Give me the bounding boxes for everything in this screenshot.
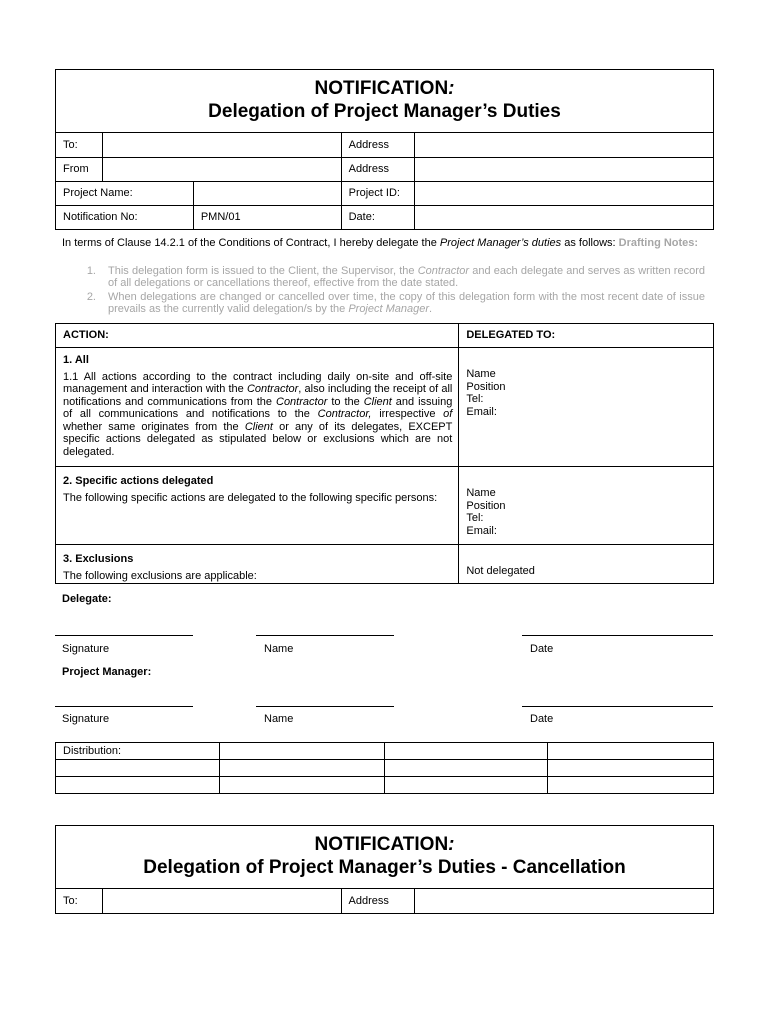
distribution-cell[interactable] bbox=[384, 743, 548, 760]
drafting-note: 1. This delegation form is issued to the Client, the Supervisor, the Contractor and each delegate and serves as written record of all delegations or cancellations thereof, effective from the date stated. bbox=[86, 265, 705, 289]
pm-date-line[interactable] bbox=[522, 706, 713, 707]
notification-no-value[interactable]: PMN/01 bbox=[193, 205, 341, 229]
distribution-cell[interactable] bbox=[219, 743, 384, 760]
header-table bbox=[55, 133, 714, 230]
delegate-tel-label: Tel: bbox=[466, 512, 484, 524]
project-name-label: Project Name: bbox=[56, 181, 194, 205]
section-exclusions-row bbox=[56, 545, 714, 584]
to-row bbox=[56, 133, 714, 157]
date-field[interactable] bbox=[414, 205, 713, 229]
notification-title-box bbox=[55, 69, 714, 133]
address-label: Address bbox=[341, 157, 414, 181]
delegate-name-label: Name bbox=[466, 487, 496, 499]
section-all-heading: 1. All bbox=[63, 354, 89, 366]
cancellation-to-label: To: bbox=[56, 889, 103, 913]
distribution-cell[interactable] bbox=[548, 760, 714, 777]
section-specific-text: The following specific actions are delegated to the following specific persons: bbox=[63, 491, 438, 504]
delegated-to-header: DELEGATED TO: bbox=[459, 324, 714, 348]
project-id-label: Project ID: bbox=[341, 181, 414, 205]
pm-name-line[interactable] bbox=[256, 706, 394, 707]
distribution-cell[interactable] bbox=[56, 777, 220, 794]
section-all-row bbox=[56, 348, 714, 467]
distribution-row bbox=[56, 760, 714, 777]
notification-no-label: Notification No: bbox=[56, 205, 194, 229]
delegate-email-label: Email: bbox=[466, 524, 497, 537]
section-exclusions-text: The following exclusions are applicable: bbox=[63, 569, 257, 582]
distribution-table bbox=[55, 742, 714, 794]
action-table bbox=[55, 323, 714, 584]
distribution-cell[interactable] bbox=[548, 743, 714, 760]
distribution-cell[interactable] bbox=[384, 777, 548, 794]
distribution-cell[interactable] bbox=[56, 760, 220, 777]
cancellation-title: NOTIFICATION: bbox=[314, 834, 455, 855]
cancellation-address-label: Address bbox=[341, 889, 414, 913]
from-row bbox=[56, 157, 714, 181]
pm-date-label: Date bbox=[530, 713, 554, 725]
notification-title: NOTIFICATION: bbox=[314, 78, 455, 99]
delegate-name-label: Name bbox=[264, 643, 294, 655]
distribution-cell[interactable] bbox=[384, 760, 548, 777]
delegate-position-label: Position bbox=[466, 380, 506, 393]
project-id-field[interactable] bbox=[414, 181, 713, 205]
delegate-date-line[interactable] bbox=[522, 635, 713, 636]
delegate-signature-label: Signature bbox=[62, 643, 110, 655]
notification-subtitle: Delegation of Project Manager’s Duties bbox=[208, 101, 561, 122]
pm-signature-label: Signature bbox=[62, 713, 110, 725]
cancellation-to-row bbox=[56, 889, 714, 913]
address-label: Address bbox=[341, 133, 414, 157]
delegate-position-label: Position bbox=[466, 499, 506, 512]
distribution-cell[interactable] bbox=[219, 760, 384, 777]
distribution-cell[interactable] bbox=[548, 777, 714, 794]
drafting-notes-heading: Drafting Notes: bbox=[618, 237, 699, 249]
from-label: From bbox=[56, 157, 103, 181]
cancellation-title-box bbox=[55, 825, 714, 889]
delegate-date-label: Date bbox=[530, 643, 554, 655]
distribution-label: Distribution: bbox=[56, 743, 220, 760]
to-label: To: bbox=[56, 133, 103, 157]
delegate-signature-line[interactable] bbox=[55, 635, 193, 636]
from-address-field[interactable] bbox=[414, 157, 713, 181]
date-label: Date: bbox=[341, 205, 414, 229]
delegate-heading: Delegate: bbox=[62, 593, 112, 605]
cancellation-subtitle: Delegation of Project Manager’s Duties - Cancellation bbox=[143, 857, 626, 878]
intro-paragraph: In terms of Clause 14.2.1 of the Conditions of Contract, I hereby delegate the Project Manager’s duties as follows: Drafting Notes: bbox=[62, 237, 699, 249]
section-exclusions-delegate-cell[interactable] bbox=[459, 545, 714, 584]
delegate-email-label: Email: bbox=[466, 405, 497, 418]
project-row bbox=[56, 181, 714, 205]
project-manager-heading: Project Manager: bbox=[62, 666, 152, 678]
section-specific-heading: 2. Specific actions delegated bbox=[63, 475, 214, 487]
distribution-row bbox=[56, 743, 714, 760]
cancellation-to-field[interactable] bbox=[102, 889, 341, 913]
distribution-row bbox=[56, 777, 714, 794]
section-exclusions-cell bbox=[56, 545, 459, 584]
delegate-tel-label: Tel: bbox=[466, 393, 484, 405]
section-specific-delegate-cell[interactable] bbox=[459, 467, 714, 545]
section-all-text: 1.1 All actions according to the contract including daily on-site and off-site management and interaction with the Contractor, also including the receipt of all notifications and communications from the Contractor to the Client and issuing of all communications and notifications to the Contractor, irrespective of whether same originates from the Client or any of its delegates, EXCEPT specific actions delegated as stipulated below or exclusions which are not delegated. bbox=[63, 370, 453, 458]
action-header-row bbox=[56, 324, 714, 348]
section-all-cell bbox=[56, 348, 459, 467]
not-delegated-label: Not delegated bbox=[466, 565, 535, 577]
section-specific-row bbox=[56, 467, 714, 545]
cancellation-address-field[interactable] bbox=[414, 889, 714, 913]
to-field[interactable] bbox=[102, 133, 341, 157]
delegate-name-label: Name bbox=[466, 368, 496, 380]
drafting-note: 2. When delegations are changed or cancelled over time, the copy of this delegation form with the most recent date of issue prevails as the currently valid delegation/s by the Project Manager. bbox=[86, 291, 705, 315]
section-specific-cell bbox=[56, 467, 459, 545]
pm-signature-line[interactable] bbox=[55, 706, 193, 707]
to-address-field[interactable] bbox=[414, 133, 713, 157]
action-header: ACTION: bbox=[56, 324, 459, 348]
distribution-cell[interactable] bbox=[219, 777, 384, 794]
from-field[interactable] bbox=[102, 157, 341, 181]
drafting-notes-list bbox=[62, 265, 705, 315]
delegate-name-line[interactable] bbox=[256, 635, 394, 636]
section-all-delegate-cell[interactable] bbox=[459, 348, 714, 467]
notification-no-row bbox=[56, 205, 714, 229]
pm-name-label: Name bbox=[264, 713, 294, 725]
project-name-field[interactable] bbox=[193, 181, 341, 205]
cancellation-header-table bbox=[55, 889, 714, 914]
section-exclusions-heading: 3. Exclusions bbox=[63, 553, 134, 565]
